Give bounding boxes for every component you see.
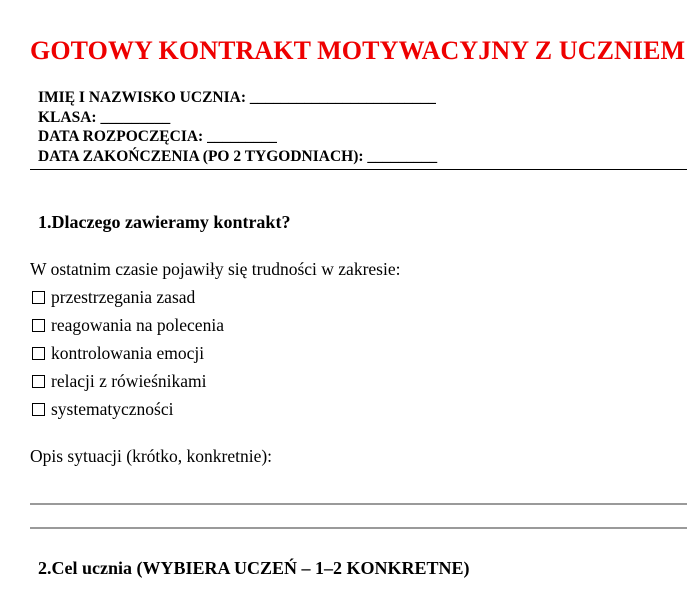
checkbox-icon[interactable] bbox=[32, 319, 45, 332]
checklist-item[interactable] bbox=[30, 343, 224, 371]
class-field: KLASA: _________ bbox=[38, 108, 171, 126]
section-1-heading: 1.Dlaczego zawieramy kontrakt? bbox=[38, 212, 291, 232]
student-info-fields bbox=[38, 88, 437, 166]
header-divider bbox=[30, 169, 687, 170]
difficulties-intro: W ostatnim czasie pojawiły się trudności w zakresie: bbox=[30, 259, 401, 279]
checklist-item-label: przestrzegania zasad bbox=[51, 287, 196, 307]
end-date-field: DATA ZAKOŃCZENIA (PO 2 TYGODNIACH): _________ bbox=[38, 147, 438, 165]
document-title: GOTOWY KONTRAKT MOTYWACYJNY Z UCZNIEM bbox=[30, 36, 686, 65]
situation-description-label: Opis sytuacji (krótko, konkretnie): bbox=[30, 446, 273, 466]
checkbox-icon[interactable] bbox=[32, 291, 45, 304]
difficulties-checklist bbox=[30, 287, 224, 427]
checklist-item-label: reagowania na polecenia bbox=[51, 315, 224, 335]
checklist-item[interactable] bbox=[30, 371, 224, 399]
checklist-item[interactable] bbox=[30, 315, 224, 343]
checkbox-icon[interactable] bbox=[32, 375, 45, 388]
student-name-field: IMIĘ I NAZWISKO UCZNIA: ________________________ bbox=[38, 89, 436, 106]
checklist-item[interactable] bbox=[30, 287, 224, 315]
start-date-field: DATA ROZPOCZĘCIA: _________ bbox=[38, 128, 277, 145]
checklist-item-label: kontrolowania emocji bbox=[51, 343, 205, 363]
answer-line[interactable] bbox=[30, 503, 687, 505]
checklist-item[interactable] bbox=[30, 399, 224, 427]
answer-line[interactable] bbox=[30, 527, 687, 529]
checklist-item-label: systematyczności bbox=[51, 399, 174, 419]
checkbox-icon[interactable] bbox=[32, 403, 45, 416]
checklist-item-label: relacji z rówieśnikami bbox=[51, 371, 207, 391]
checkbox-icon[interactable] bbox=[32, 347, 45, 360]
section-2-heading: 2.Cel ucznia (WYBIERA UCZEŃ – 1–2 KONKRETNE) bbox=[38, 558, 470, 578]
